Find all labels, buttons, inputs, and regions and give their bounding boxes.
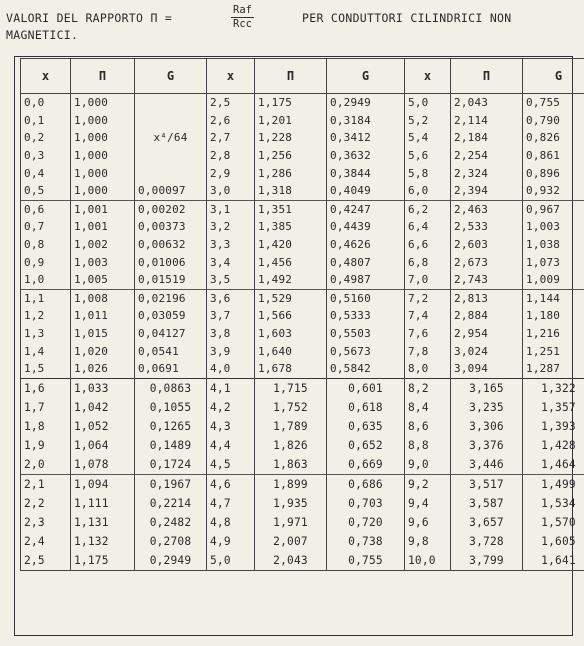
pi-cell: 2,533 [451, 218, 523, 236]
x-cell: 8,0 [405, 360, 451, 378]
table-row [21, 494, 584, 513]
g-cell: 0,0691 [135, 360, 207, 378]
x-cell: 6,4 [405, 218, 451, 236]
g-cell: 0,932 [523, 182, 584, 200]
table-row [21, 236, 584, 254]
g-cell: 0,1724 [135, 455, 207, 475]
x-cell: 3,6 [207, 289, 255, 307]
g-cell: 0,635 [327, 417, 405, 436]
table-row [21, 436, 584, 455]
table-row [21, 398, 584, 417]
pi-cell: 1,863 [255, 455, 327, 475]
pi-cell: 2,254 [451, 147, 523, 165]
x-cell: 2,2 [21, 494, 71, 513]
x-cell: 0,0 [21, 94, 71, 112]
pi-cell: 1,826 [255, 436, 327, 455]
x-cell: 9,0 [405, 455, 451, 475]
x-cell: 5,0 [207, 551, 255, 571]
x-cell: 7,6 [405, 325, 451, 343]
pi-cell: 1,935 [255, 494, 327, 513]
x-cell: 3,2 [207, 218, 255, 236]
pi-cell: 1,678 [255, 360, 327, 378]
x-cell: 7,2 [405, 289, 451, 307]
x-cell: 8,2 [405, 378, 451, 398]
g-cell: 0,618 [327, 398, 405, 417]
table-row [21, 200, 584, 218]
g-cell: 0,2708 [135, 532, 207, 551]
x-cell: 4,6 [207, 474, 255, 494]
x-cell: 9,2 [405, 474, 451, 494]
pi-cell: 1,042 [71, 398, 135, 417]
pi-cell: 1,026 [71, 360, 135, 378]
pi-cell: 2,603 [451, 236, 523, 254]
pi-cell: 3,094 [451, 360, 523, 378]
g-cell: 0,1055 [135, 398, 207, 417]
pi-cell: 3,024 [451, 342, 523, 360]
x-cell: 2,9 [207, 164, 255, 182]
pi-cell: 2,813 [451, 289, 523, 307]
pi-cell: 1,529 [255, 289, 327, 307]
g-cell: 1,393 [523, 417, 584, 436]
x-cell: 6,2 [405, 200, 451, 218]
g-cell: 0,4439 [327, 218, 405, 236]
pi-cell: 3,728 [451, 532, 523, 551]
pi-cell: 2,324 [451, 164, 523, 182]
pi-cell: 1,020 [71, 342, 135, 360]
pi-cell: 1,351 [255, 200, 327, 218]
g-cell: 0,5333 [327, 307, 405, 325]
fraction-numerator: Raf [233, 4, 252, 16]
fraction-denominator: Rcc [233, 18, 252, 30]
x-cell: 2,0 [21, 455, 71, 475]
x-cell: 0,8 [21, 236, 71, 254]
pi-cell: 1,064 [71, 436, 135, 455]
x-cell: 6,0 [405, 182, 451, 200]
g-cell: 0,3632 [327, 147, 405, 165]
g-cell [135, 112, 207, 130]
pi-cell: 1,000 [71, 112, 135, 130]
table-row [21, 474, 584, 494]
g-cell: 1,605 [523, 532, 584, 551]
pi-cell: 3,376 [451, 436, 523, 455]
x-cell: 2,5 [21, 551, 71, 571]
g-cell: 0,703 [327, 494, 405, 513]
pi-cell: 3,446 [451, 455, 523, 475]
g-cell: 0,04127 [135, 325, 207, 343]
x-cell: 8,8 [405, 436, 451, 455]
pi-cell: 1,131 [71, 513, 135, 532]
x-cell: 2,8 [207, 147, 255, 165]
pi-cell: 2,184 [451, 129, 523, 147]
x-cell: 3,5 [207, 271, 255, 289]
pi-cell: 1,008 [71, 289, 135, 307]
table-row [21, 147, 584, 165]
pi-cell: 2,043 [255, 551, 327, 571]
x-cell: 5,2 [405, 112, 451, 130]
pi-cell: 1,000 [71, 147, 135, 165]
x-cell: 0,6 [21, 200, 71, 218]
pi-cell: 2,884 [451, 307, 523, 325]
pi-col-1-header: Π [71, 59, 135, 94]
pi-cell: 1,640 [255, 342, 327, 360]
pi-cell: 1,011 [71, 307, 135, 325]
table-row [21, 360, 584, 378]
x-cell: 2,3 [21, 513, 71, 532]
x-cell: 6,8 [405, 253, 451, 271]
g-cell: 0,5842 [327, 360, 405, 378]
table-row [21, 307, 584, 325]
g-cell: 0,790 [523, 112, 584, 130]
pi-cell: 1,111 [71, 494, 135, 513]
x-col-1-header: x [21, 59, 71, 94]
g-cell: 1,144 [523, 289, 584, 307]
pi-cell: 1,175 [255, 94, 327, 112]
g-cell: 0,2949 [327, 94, 405, 112]
pi-cell: 3,657 [451, 513, 523, 532]
x-cell: 1,4 [21, 342, 71, 360]
g-cell: 1,251 [523, 342, 584, 360]
x-cell: 5,4 [405, 129, 451, 147]
x-cell: 0,5 [21, 182, 71, 200]
pi-cell: 1,715 [255, 378, 327, 398]
x-cell: 0,2 [21, 129, 71, 147]
g-cell: 1,534 [523, 494, 584, 513]
pi-cell: 1,286 [255, 164, 327, 182]
pi-cell: 1,256 [255, 147, 327, 165]
table-row [21, 551, 584, 571]
pi-cell: 2,007 [255, 532, 327, 551]
x-cell: 2,5 [207, 94, 255, 112]
pi-cell: 3,306 [451, 417, 523, 436]
g-cell: 0,3184 [327, 112, 405, 130]
g-cell [135, 147, 207, 165]
g-cell: 0,652 [327, 436, 405, 455]
table-row [21, 325, 584, 343]
pi-cell: 1,603 [255, 325, 327, 343]
g-cell: 1,003 [523, 218, 584, 236]
pi-col-2-header: Π [255, 59, 327, 94]
x-cell: 3,0 [207, 182, 255, 200]
x-cell: 1,8 [21, 417, 71, 436]
g-cell [135, 94, 207, 112]
g-cell: 0,00373 [135, 218, 207, 236]
table-row [21, 182, 584, 200]
pi-cell: 1,201 [255, 112, 327, 130]
x-cell: 4,4 [207, 436, 255, 455]
g-cell: 0,00202 [135, 200, 207, 218]
x-cell: 4,7 [207, 494, 255, 513]
g-col-1-header: G [135, 59, 207, 94]
g-cell: 1,180 [523, 307, 584, 325]
title-prefix: VALORI DEL RAPPORTO Π = [6, 11, 173, 25]
g-cell: 1,357 [523, 398, 584, 417]
pi-cell: 1,000 [71, 164, 135, 182]
x-cell: 4,3 [207, 417, 255, 436]
x-cell: 0,1 [21, 112, 71, 130]
x-cell: 2,4 [21, 532, 71, 551]
x-cell: 1,5 [21, 360, 71, 378]
x-cell: 2,7 [207, 129, 255, 147]
pi-cell: 2,394 [451, 182, 523, 200]
x-cell: 3,3 [207, 236, 255, 254]
g-cell: 0,4987 [327, 271, 405, 289]
g-cell: 0,1489 [135, 436, 207, 455]
pi-cell: 1,094 [71, 474, 135, 494]
pi-cell: 2,743 [451, 271, 523, 289]
g-cell: 0,4247 [327, 200, 405, 218]
pi-cell: 1,228 [255, 129, 327, 147]
x-cell: 4,9 [207, 532, 255, 551]
x-cell: 5,6 [405, 147, 451, 165]
g-cell: 0,0863 [135, 378, 207, 398]
g-cell: 1,287 [523, 360, 584, 378]
g-cell: 1,570 [523, 513, 584, 532]
g-cell: 0,669 [327, 455, 405, 475]
pi-cell: 3,799 [451, 551, 523, 571]
x-cell: 8,4 [405, 398, 451, 417]
pi-cell: 1,971 [255, 513, 327, 532]
table-row [21, 289, 584, 307]
g-cell: 0,5503 [327, 325, 405, 343]
g-col-3-header: G [523, 59, 584, 94]
x-cell: 4,0 [207, 360, 255, 378]
x-cell: 2,1 [21, 474, 71, 494]
x-col-3-header: x [405, 59, 451, 94]
g-cell: 1,428 [523, 436, 584, 455]
x-cell: 4,2 [207, 398, 255, 417]
g-cell: 1,641 [523, 551, 584, 571]
pi-cell: 1,789 [255, 417, 327, 436]
table-row [21, 378, 584, 398]
pi-cell: 1,000 [71, 182, 135, 200]
g-cell: 0,1265 [135, 417, 207, 436]
pi-cell: 1,001 [71, 200, 135, 218]
x-cell: 4,8 [207, 513, 255, 532]
g-cell: 0,720 [327, 513, 405, 532]
pi-cell: 1,033 [71, 378, 135, 398]
table-row [21, 513, 584, 532]
x-cell: 0,9 [21, 253, 71, 271]
table-row [21, 532, 584, 551]
pi-cell: 1,001 [71, 218, 135, 236]
table-row [21, 94, 584, 112]
g-cell: 1,216 [523, 325, 584, 343]
x-cell: 2,6 [207, 112, 255, 130]
g-cell: 0,896 [523, 164, 584, 182]
table-row [21, 342, 584, 360]
x-cell: 0,4 [21, 164, 71, 182]
x-cell: 7,4 [405, 307, 451, 325]
pi-cell: 2,043 [451, 94, 523, 112]
pi-cell: 1,175 [71, 551, 135, 571]
g-cell: 0,686 [327, 474, 405, 494]
g-cell: 0,2214 [135, 494, 207, 513]
pi-cell: 3,235 [451, 398, 523, 417]
g-cell: 0,01519 [135, 271, 207, 289]
table-row [21, 417, 584, 436]
pi-cell: 1,752 [255, 398, 327, 417]
g-formula-note: x⁴/64 [135, 129, 207, 147]
g-cell: 0,601 [327, 378, 405, 398]
x-cell: 7,0 [405, 271, 451, 289]
g-cell: 0,4807 [327, 253, 405, 271]
g-cell: 0,00632 [135, 236, 207, 254]
x-cell: 0,3 [21, 147, 71, 165]
x-cell: 9,4 [405, 494, 451, 513]
x-cell: 5,8 [405, 164, 451, 182]
x-cell: 5,0 [405, 94, 451, 112]
pi-cell: 1,052 [71, 417, 135, 436]
title-line-2: MAGNETICI. [6, 28, 79, 42]
pi-cell: 1,318 [255, 182, 327, 200]
g-cell: 0,01006 [135, 253, 207, 271]
x-cell: 1,3 [21, 325, 71, 343]
g-cell: 0,967 [523, 200, 584, 218]
pi-cell: 2,114 [451, 112, 523, 130]
table-body [21, 94, 584, 571]
g-cell: 0,755 [523, 94, 584, 112]
pi-cell: 1,899 [255, 474, 327, 494]
x-cell: 3,1 [207, 200, 255, 218]
pi-cell: 1,015 [71, 325, 135, 343]
table-row [21, 164, 584, 182]
g-cell: 0,2482 [135, 513, 207, 532]
g-cell: 0,738 [327, 532, 405, 551]
pi-cell: 1,132 [71, 532, 135, 551]
x-cell: 3,9 [207, 342, 255, 360]
pi-cell: 3,517 [451, 474, 523, 494]
pi-cell: 1,385 [255, 218, 327, 236]
pi-col-3-header: Π [451, 59, 523, 94]
pi-cell: 1,005 [71, 271, 135, 289]
g-cell: 1,322 [523, 378, 584, 398]
table-row [21, 129, 584, 147]
table-row [21, 112, 584, 130]
x-cell: 1,9 [21, 436, 71, 455]
pi-cell: 1,566 [255, 307, 327, 325]
x-cell: 9,6 [405, 513, 451, 532]
title-suffix: PER CONDUTTORI CILINDRICI NON [302, 11, 512, 25]
data-table [20, 58, 584, 571]
g-cell: 0,0541 [135, 342, 207, 360]
pi-cell: 2,463 [451, 200, 523, 218]
x-cell: 3,4 [207, 253, 255, 271]
x-col-2-header: x [207, 59, 255, 94]
x-cell: 8,6 [405, 417, 451, 436]
g-cell: 0,3412 [327, 129, 405, 147]
table-row [21, 218, 584, 236]
x-cell: 0,7 [21, 218, 71, 236]
pi-cell: 2,673 [451, 253, 523, 271]
g-cell: 0,3844 [327, 164, 405, 182]
x-cell: 6,6 [405, 236, 451, 254]
x-cell: 1,7 [21, 398, 71, 417]
x-cell: 1,1 [21, 289, 71, 307]
pi-cell: 1,492 [255, 271, 327, 289]
pi-cell: 2,954 [451, 325, 523, 343]
g-cell: 1,073 [523, 253, 584, 271]
g-cell [135, 164, 207, 182]
table-row [21, 253, 584, 271]
g-cell: 0,755 [327, 551, 405, 571]
pi-cell: 1,000 [71, 94, 135, 112]
x-cell: 9,8 [405, 532, 451, 551]
g-cell: 1,009 [523, 271, 584, 289]
g-cell: 0,4626 [327, 236, 405, 254]
pi-cell: 1,078 [71, 455, 135, 475]
pi-cell: 3,587 [451, 494, 523, 513]
x-cell: 1,2 [21, 307, 71, 325]
g-cell: 1,038 [523, 236, 584, 254]
g-cell: 0,5673 [327, 342, 405, 360]
pi-cell: 3,165 [451, 378, 523, 398]
ratio-fraction [231, 4, 254, 31]
g-cell: 1,499 [523, 474, 584, 494]
x-cell: 1,6 [21, 378, 71, 398]
x-cell: 3,7 [207, 307, 255, 325]
x-cell: 4,1 [207, 378, 255, 398]
g-cell: 1,464 [523, 455, 584, 475]
x-cell: 3,8 [207, 325, 255, 343]
g-cell: 0,1967 [135, 474, 207, 494]
pi-cell: 1,420 [255, 236, 327, 254]
x-cell: 10,0 [405, 551, 451, 571]
table-row [21, 455, 584, 475]
x-cell: 1,0 [21, 271, 71, 289]
x-cell: 7,8 [405, 342, 451, 360]
g-cell: 0,00097 [135, 182, 207, 200]
g-col-2-header: G [327, 59, 405, 94]
table-row [21, 271, 584, 289]
pi-cell: 1,456 [255, 253, 327, 271]
pi-cell: 1,002 [71, 236, 135, 254]
g-cell: 0,02196 [135, 289, 207, 307]
g-cell: 0,03059 [135, 307, 207, 325]
pi-cell: 1,003 [71, 253, 135, 271]
g-cell: 0,5160 [327, 289, 405, 307]
g-cell: 0,826 [523, 129, 584, 147]
g-cell: 0,4049 [327, 182, 405, 200]
g-cell: 0,861 [523, 147, 584, 165]
header-row [21, 59, 584, 94]
g-cell: 0,2949 [135, 551, 207, 571]
x-cell: 4,5 [207, 455, 255, 475]
pi-cell: 1,000 [71, 129, 135, 147]
